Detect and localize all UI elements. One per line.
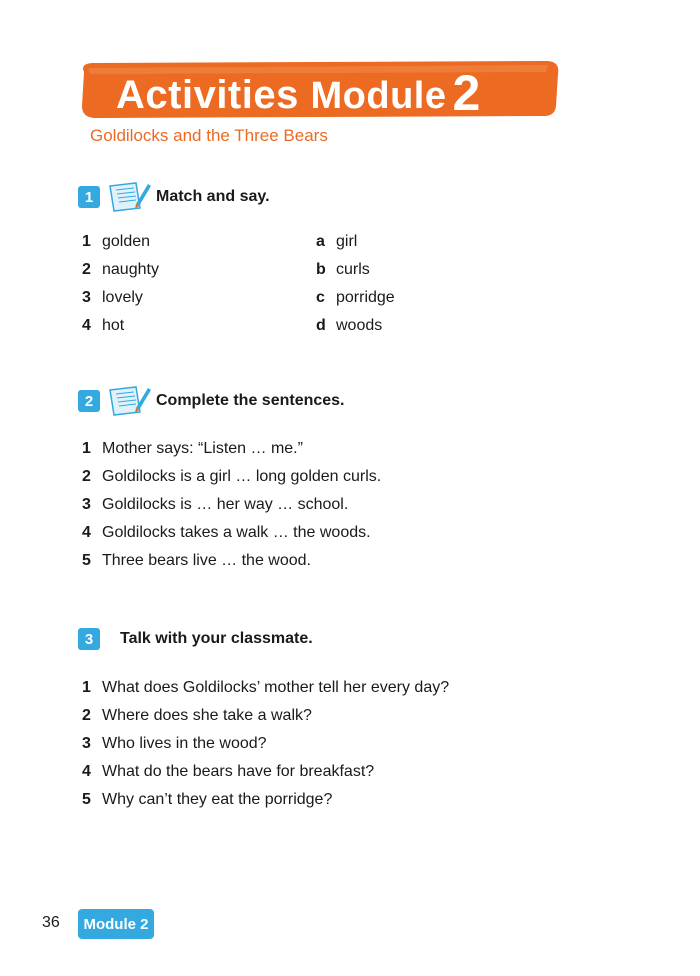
exercise-number-badge: 1	[78, 186, 100, 208]
list-item: b curls	[316, 261, 370, 278]
title-module-text: Module	[310, 75, 447, 117]
title-banner	[78, 58, 560, 120]
list-item: 2 Where does she take a walk?	[82, 707, 312, 724]
exercise-2-header	[78, 384, 345, 418]
exercise-1-header	[78, 180, 270, 214]
list-item: 1 Mother says: “Listen … me.”	[82, 440, 303, 457]
list-item: 4 What do the bears have for breakfast?	[82, 763, 375, 780]
module-tag: Module 2	[78, 909, 154, 939]
page-number: 36	[42, 914, 60, 931]
writing-pad-icon	[106, 180, 152, 214]
exercise-number-badge: 3	[78, 628, 100, 650]
list-item: a girl	[316, 233, 358, 250]
list-item: 2 naughty	[82, 261, 159, 278]
title-module-number: 2	[452, 65, 481, 121]
list-item: 3 Who lives in the wood?	[82, 735, 267, 752]
list-item: 3 Goldilocks is … her way … school.	[82, 496, 349, 513]
list-item: 4 hot	[82, 317, 125, 334]
writing-pad-icon	[106, 384, 152, 418]
page-title	[116, 62, 481, 120]
exercise-2-title: Complete the sentences.	[156, 392, 345, 409]
list-item: 2 Goldilocks is a girl … long golden curls.	[82, 468, 382, 485]
list-item: 1 golden	[82, 233, 151, 250]
page-subtitle: Goldilocks and the Three Bears	[90, 126, 328, 145]
list-item: 4 Goldilocks takes a walk … the woods.	[82, 524, 371, 541]
list-item: 3 lovely	[82, 289, 143, 306]
list-item: c porridge	[316, 289, 395, 306]
exercise-3-header	[78, 628, 313, 650]
exercise-3-title: Talk with your classmate.	[120, 630, 313, 647]
list-item: d woods	[316, 317, 383, 334]
list-item: 5 Three bears live … the wood.	[82, 552, 311, 569]
list-item: 5 Why can’t they eat the porridge?	[82, 791, 333, 808]
list-item: 1 What does Goldilocks’ mother tell her every day?	[82, 679, 450, 696]
title-text: Activities	[116, 73, 299, 117]
exercise-number-badge: 2	[78, 390, 100, 412]
exercise-1-title: Match and say.	[156, 188, 270, 205]
